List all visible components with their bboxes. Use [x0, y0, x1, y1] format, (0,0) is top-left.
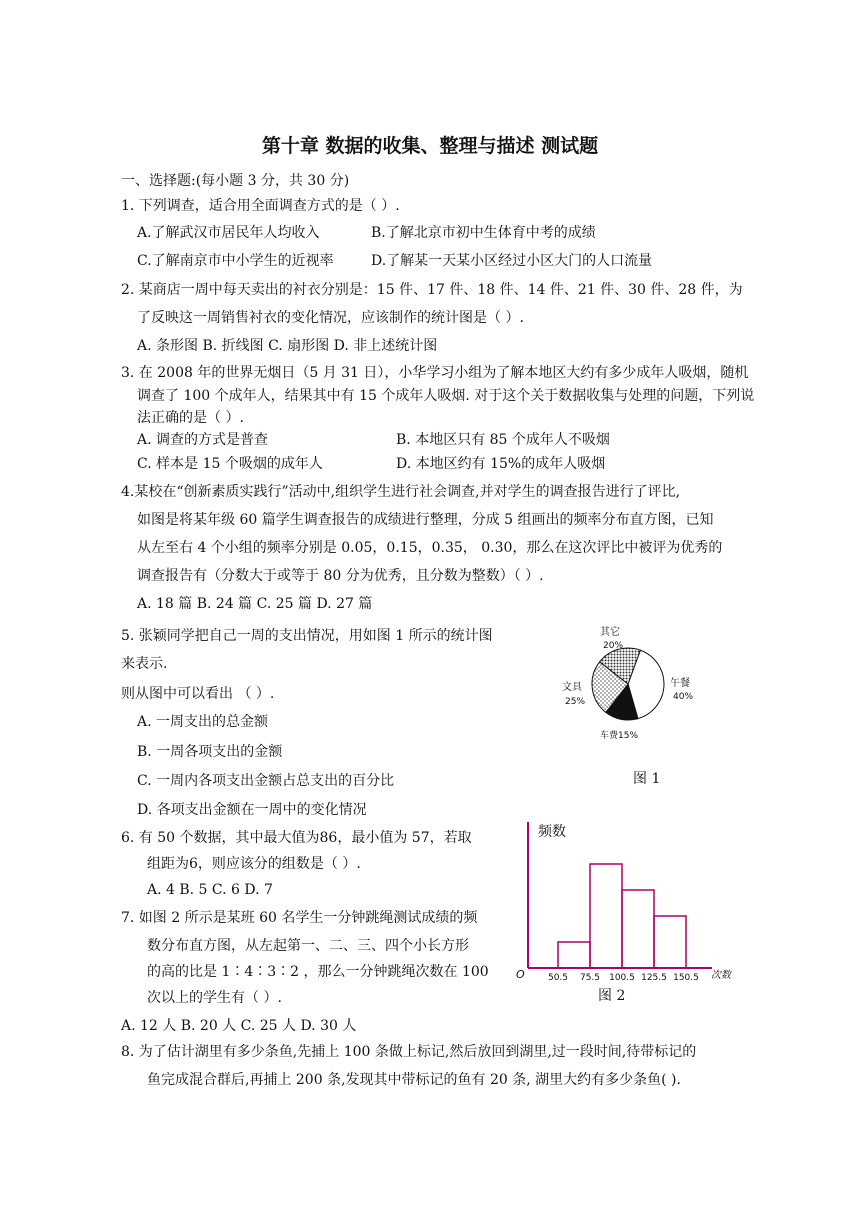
question-7-line-2: 数分布直方图，从左起第一、二、三、四个小长方形 — [147, 938, 469, 954]
question-5-line-3: 则从图中可以看出 （ ）. — [121, 686, 275, 702]
question-7-line-3: 的高的比是 1∶4∶3∶2 ，那么一分钟跳绳次数在 100 — [147, 964, 489, 980]
pie-pct-other: 20% — [603, 641, 624, 651]
figure-1-caption: 图 1 — [633, 771, 661, 787]
question-4-options: A. 18 篇 B. 24 篇 C. 25 篇 D. 27 篇 — [137, 596, 373, 612]
histogram-bar — [654, 916, 686, 968]
question-3-line-2: 调查了 100 个成年人，结果其中有 15 个成年人吸烟. 对于这个关于数据收集与处理的问题，下列说 — [137, 388, 755, 404]
histogram-y-label: 频数 — [538, 824, 566, 840]
question-4-line-3: 从左至右 4 个小组的频率分别是 0.05，0.15，0.35， 0.30，那么在这次评比中被评为优秀的 — [137, 540, 723, 556]
pie-pct-stationery: 25% — [565, 697, 586, 707]
question-6-line-1: 6. 有 50 个数据，其中最大值为86，最小值为 57，若取 — [121, 830, 472, 846]
question-8-line-1: 8. 为了估计湖里有多少条鱼,先捕上 100 条做上标记,然后放回到湖里,过一段时间,待带标记的 — [121, 1044, 697, 1060]
question-5-option-a: A. 一周支出的总金额 — [137, 714, 269, 730]
question-2-line-2: 了反映这一周销售衬衣的变化情况，应该制作的统计图是（ ）. — [137, 310, 524, 326]
question-4-line-2: 如图是将某年级 60 篇学生调查报告的成绩进行整理，分成 5 组画出的频率分布直方图，已知 — [137, 512, 714, 528]
histogram-tick-label: 125.5 — [641, 973, 667, 983]
question-2-options: A. 条形图 B. 折线图 C. 扇形图 D. 非上述统计图 — [137, 338, 438, 354]
question-7-line-1: 7. 如图 2 所示是某班 60 名学生一分钟跳绳测试成绩的频 — [121, 910, 478, 926]
histogram-tick-label: 50.5 — [547, 973, 569, 983]
histogram-bar — [622, 890, 654, 968]
pie-label-other: 其它 — [600, 627, 620, 638]
section-heading: 一、选择题:(每小题 3 分，共 30 分) — [121, 173, 350, 189]
pie-label-stationery: 文具 — [562, 682, 582, 693]
question-3-option-a: A. 调查的方式是普查 — [137, 432, 269, 448]
question-1-option-c: C.了解南京市中小学生的近视率 — [137, 253, 334, 269]
histogram-tick-label: 100.5 — [609, 973, 635, 983]
question-1-option-d: D.了解某一天某小区经过小区大门的人口流量 — [371, 253, 653, 269]
question-5-option-c: C. 一周内各项支出金额占总支出的百分比 — [137, 773, 395, 789]
question-3-line-1: 3. 在 2008 年的世界无烟日（5 月 31 日），小华学习小组为了解本地区大约有多少成年人吸烟，随机 — [121, 365, 749, 381]
pie-pct-lunch: 40% — [673, 692, 694, 702]
question-5-line-2: 来表示. — [121, 656, 168, 672]
figure-1-pie-chart — [556, 620, 706, 745]
page-title: 第十章 数据的收集、整理与描述 测试题 — [261, 135, 599, 157]
question-6-options: A. 4 B. 5 C. 6 D. 7 — [147, 882, 273, 898]
question-3-option-b: B. 本地区只有 85 个成年人不吸烟 — [396, 432, 610, 448]
question-1-stem: 1. 下列调查，适合用全面调查方式的是（ ）. — [121, 198, 400, 214]
question-7-options: A. 12 人 B. 20 人 C. 25 人 D. 30 人 — [121, 1018, 357, 1034]
figure-2-caption: 图 2 — [598, 988, 626, 1004]
histogram-origin: O — [516, 968, 525, 981]
question-4-line-4: 调查报告有（分数大于或等于 80 分为优秀，且分数为整数）（ ）. — [137, 568, 544, 584]
question-7-line-4: 次以上的学生有（ ）. — [147, 990, 282, 1006]
histogram-bar — [590, 864, 622, 968]
question-4-line-1: 4.某校在“创新素质实践行”活动中,组织学生进行社会调查,并对学生的调查报告进行了评比, — [121, 484, 681, 500]
figure-2-histogram — [512, 818, 742, 986]
histogram-bar — [558, 942, 590, 968]
histogram-x-label: 次数 — [711, 970, 731, 981]
question-8-line-2: 鱼完成混合群后,再捕上 200 条,发现其中带标记的鱼有 20 条, 湖里大约有多少条鱼( ). — [147, 1072, 681, 1088]
question-5-option-b: B. 一周各项支出的金额 — [137, 744, 283, 760]
question-6-line-2: 组距为6，则应该分的组数是（ ）. — [147, 856, 361, 872]
question-3-option-d: D. 本地区约有 15%的成年人吸烟 — [396, 456, 606, 472]
question-5-line-1: 5. 张颖同学把自己一周的支出情况，用如图 1 所示的统计图 — [121, 628, 493, 644]
pie-label-lunch: 午餐 — [670, 678, 690, 689]
question-1-option-a: A.了解武汉市居民年人均收入 — [137, 225, 320, 241]
question-3-line-3: 法正确的是（ ）. — [137, 410, 244, 426]
pie-label-fare: 车费15% — [600, 731, 639, 741]
question-1-option-b: B.了解北京市初中生体育中考的成绩 — [371, 225, 596, 241]
histogram-tick-label: 75.5 — [579, 973, 601, 983]
question-2-line-1: 2. 某商店一周中每天卖出的衬衣分别是：15 件、17 件、18 件、14 件、21 件、30 件、28 件，为 — [121, 282, 743, 298]
histogram-tick-label: 150.5 — [673, 973, 699, 983]
question-5-option-d: D. 各项支出金额在一周中的变化情况 — [137, 802, 367, 818]
question-3-option-c: C. 样本是 15 个吸烟的成年人 — [137, 456, 323, 472]
